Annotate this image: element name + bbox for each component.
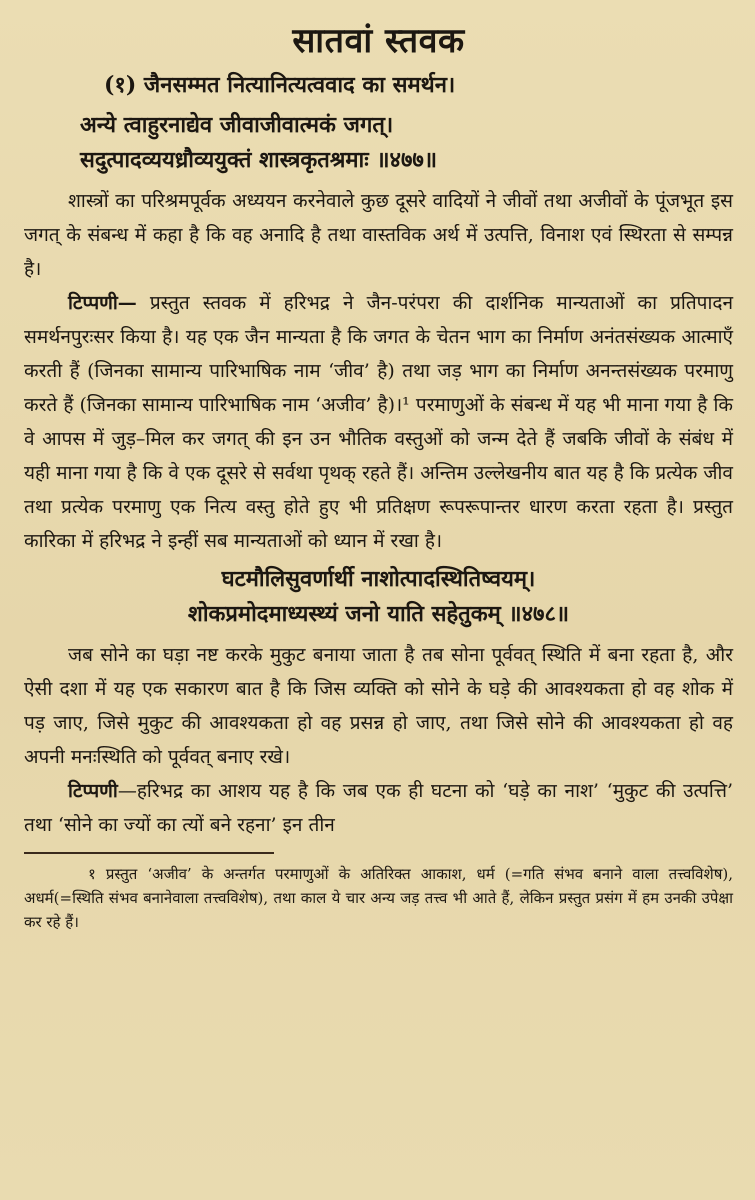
commentary-text-2: —हरिभद्र का आशय यह है कि जब एक ही घटना को ‘घड़े का नाश’ ‘मुकुट की उत्पत्ति’ तथा ‘सोने का ज्यों का त्यों बने रहना’ इन तीन	[24, 780, 733, 837]
translation-paragraph-477: शास्त्रों का परिश्रमपूर्वक अध्ययन करनेवाले कुछ दूसरे वादियों ने जीवों तथा अजीवों के पूंजभूत इस जगत् के संबन्ध में कहा है कि वह अनादि है तथा वास्तविक अर्थ में उत्पत्ति, विनाश एवं स्थिरता से सम्पन्न है।	[24, 190, 733, 281]
verse-477-line1: अन्ये त्वाहुरनाद्येव जीवाजीवात्मकं जगत्।	[80, 111, 394, 138]
commentary-label: टिप्पणी—	[68, 292, 137, 315]
commentary-label-2: टिप्पणी	[68, 780, 118, 803]
commentary-text: प्रस्तुत स्तवक में हरिभद्र ने जैन-परंपरा की दार्शनिक मान्यताओं का प्रतिपादन समर्थनपुरःसर किया है। यह एक जैन मान्यता है कि जगत के चेतन भाग का निर्माण अनंतसंख्यक आत्माएँ करती हैं (जिनका सामान्य पारिभाषिक नाम ‘जीव’ है) तथा जड़ भाग का निर्माण अनन्तसंख्यक परमाणु करते हैं (जिनका सामान्य पारिभाषिक नाम ‘अजीव’ है)।¹ परमाणुओं के संबन्ध में यह भी माना गया है कि वे आपस में जुड़–मिल कर जगत् की इन उन भौतिक वस्तुओं को जन्म देते हैं जबकि जीवों के संबंध में यही माना गया है कि वे एक दूसरे से सर्वथा पृथक् रहते हैं। अन्तिम उल्लेखनीय बात यह है कि प्रत्येक जीव तथा प्रत्येक परमाणु एक नित्य वस्तु होते हुए भी प्रतिक्षण रूपरूपान्तर धारण करता रहता है। प्रस्तुत कारिका में हरिभद्र ने इन्हीं सब मान्यताओं को ध्यान में रखा है।	[24, 292, 733, 553]
footnote-divider	[24, 852, 274, 854]
verse-477-line2: सदुत्पादव्ययध्रौव्ययुक्तं शास्त्रकृतश्रमाः ॥४७७॥	[80, 146, 438, 173]
verse-478-line2: शोकप्रमोदमाध्यस्थ्यं जनो याति सहेतुकम् ॥४७८॥	[187, 601, 570, 628]
commentary-paragraph-478	[24, 774, 733, 842]
translation-paragraph-478: जब सोने का घड़ा नष्ट करके मुकुट बनाया जाता है तब सोना पूर्ववत् स्थिति में बना रहता है, और ऐसी दशा में यह एक सकारण बात है कि जिस व्यक्ति को सोने के घड़े की आवश्यकता हो वह शोक में पड़ जाए, जिसे मुकुट की आवश्यकता हो वह प्रसन्न हो जाए, तथा जिसे सोने की आवश्यकता हो वह अपनी मनःस्थिति को पूर्ववत् बनाए रखे।	[24, 644, 733, 769]
chapter-title: सातवां स्तवक	[292, 21, 465, 61]
commentary-paragraph-477	[24, 286, 733, 558]
section-heading: (१) जैनसम्मत नित्यानित्यत्ववाद का समर्थन।	[104, 72, 456, 99]
verse-478-line1: घटमौलिसुवर्णार्थी नाशोत्पादस्थितिष्वयम्।	[221, 566, 536, 593]
footnote: १ प्रस्तुत ‘अजीव’ के अन्तर्गत परमाणुओं के अतिरिक्त आकाश, धर्म (=गति संभव बनाने वाला तत्त्वविशेष), अधर्म(=स्थिति संभव बनानेवाला तत्त्वविशेष), तथा काल ये चार अन्य जड़ तत्त्व भी आते हैं, लेकिन प्रस्तुत प्रसंग में हम उनकी उपेक्षा कर रहे हैं।	[24, 865, 733, 932]
